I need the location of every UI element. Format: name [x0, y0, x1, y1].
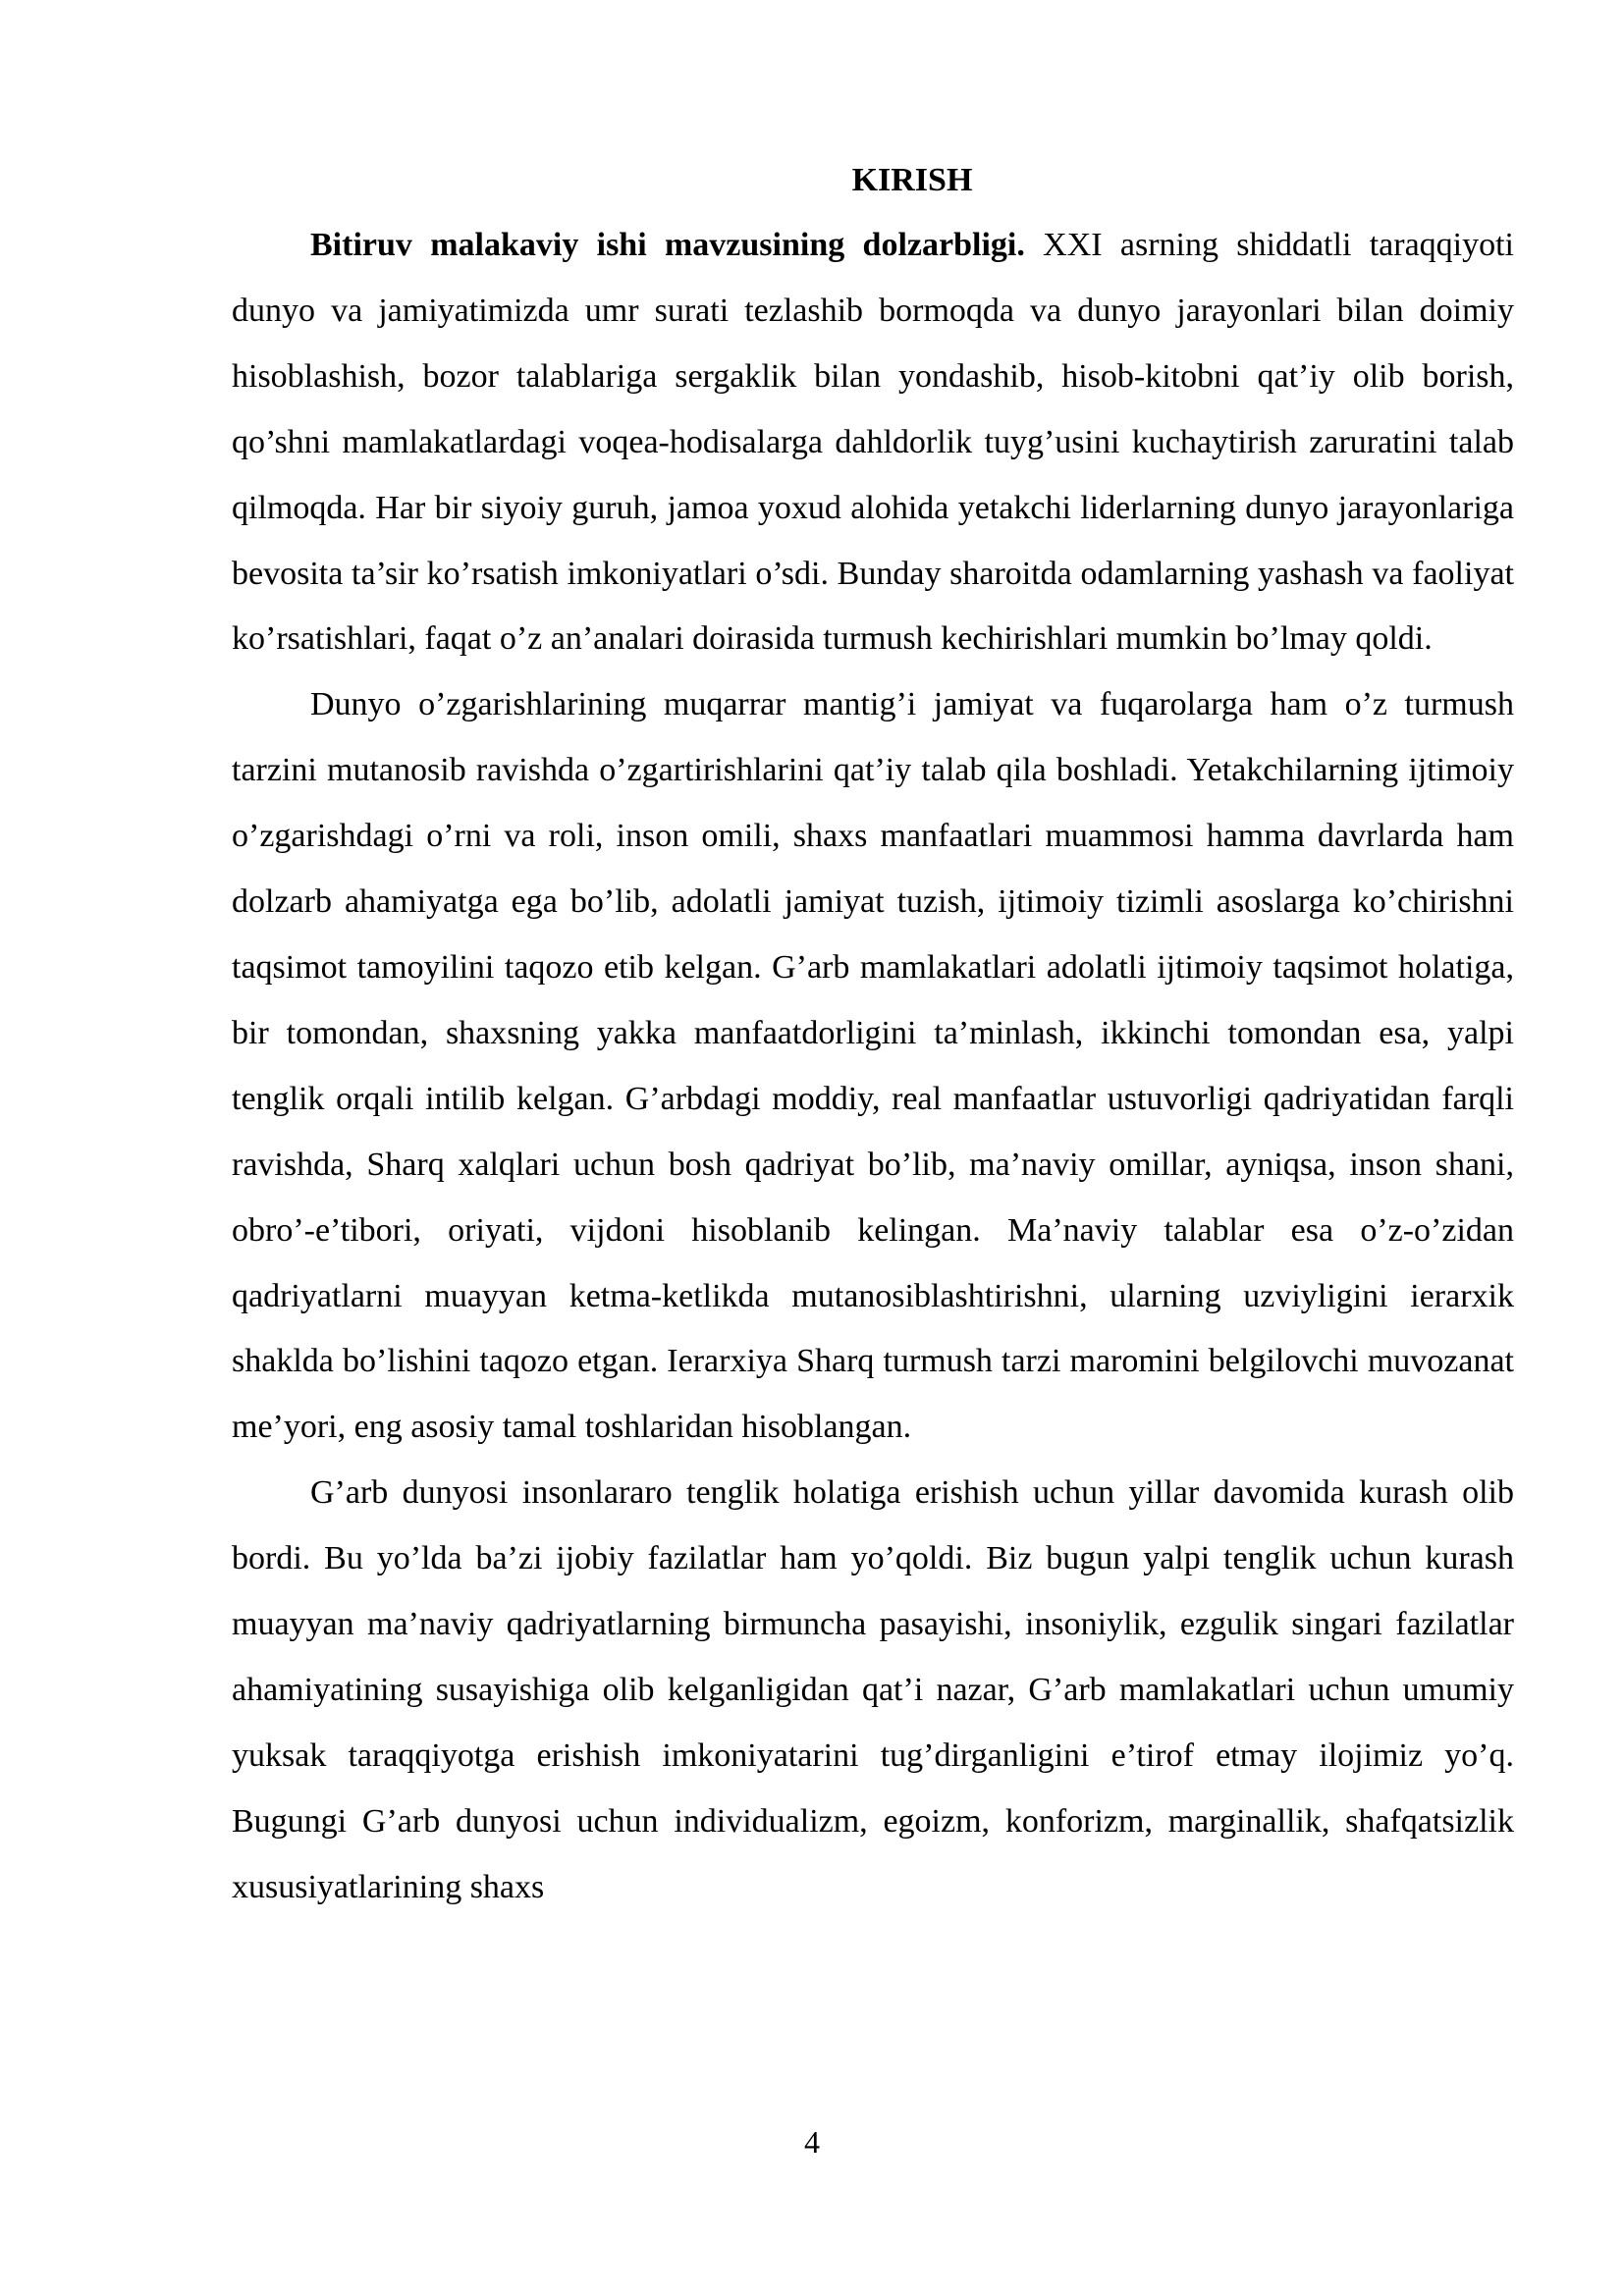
paragraph-3-text: G’arb dunyosi insonlararo tenglik holatiga erishish uchun yillar davomida kurash olib bordi. Bu yo’lda ba’zi ijobiy fazilatlar ham yo’qoldi. Biz bugun yalpi tenglik uchun kurash muayyan ma’naviy qadriyatlarning birmuncha pasayishi, insoniylik, ezgulik singari fazilatlar ahamiyatining susayishiga olib kelganligidan qat’i nazar, G’arb mamlakatlari uchun umumiy yuksak taraqqiyotga erishish imkoniyatarini tug’dirganligini e’tirof etmay ilojimiz yo’q. Bugungi G’arb dunyosi uchun individualizm, egoizm, konforizm, marginallik, shafqatsizlik xususiyatlarining shaxs: [232, 1474, 1514, 1905]
paragraph-2-text: Dunyo o’zgarishlarining muqarrar mantig’i jamiyat va fuqarolarga ham o’z turmush tarzini mutanosib ravishda o’zgartirishlarini qat’iy talab qila boshladi. Yetakchilarning ijtimoiy o’zgarishdagi o’rni va roli, inson omili, shaxs manfaatlari muammosi hamma davrlarda ham dolzarb ahamiyatga ega bo’lib, adolatli jamiyat tuzish, ijtimoiy tizimli asoslarga ko’chirishni taqsimot tamoyilini taqozo etib kelgan. G’arb mamlakatlari adolatli ijtimoiy taqsimot holatiga, bir tomondan, shaxsning yakka manfaatdorligini ta’minlash, ikkinchi tomondan esa, yalpi tenglik orqali intilib kelgan. G’arbdagi moddiy, real manfaatlar ustuvorligi qadriyatidan farqli ravishda, Sharq xalqlari uchun bosh qadriyat bo’lib, ma’naviy omillar, ayniqsa, inson shani, obro’-e’tibori, oriyati, vijdoni hisoblanib kelingan. Ma’naviy talablar esa o’z-o’zidan qadriyatlarni muayyan ketma-ketlikda mutanosiblashtirishni, ularning uzviyligini ierarxik shaklda bo’lishini taqozo etgan. Ierarxiya Sharq turmush tarzi maromini belgilovchi muvozanat me’yori, eng asosiy tamal toshlaridan hisoblangan.: [232, 686, 1514, 1446]
paragraph-1: [232, 213, 1514, 672]
page-number: 4: [804, 2124, 820, 2160]
paragraph-1-text: XXI asrning shiddatli taraqqiyoti dunyo va jamiyatimizda umr surati tezlashib bormoqda va dunyo jarayonlari bilan doimiy hisoblashish, bozor talablariga sergaklik bilan yondashib, hisob-kitobni qat’iy olib borish, qo’shni mamlakatlardagi voqea-hodisalarga dahldorlik tuyg’usini kuchaytirish zaruratini talab qilmoqda. Har bir siyoiy guruh, jamoa yoxud alohida yetakchi liderlarning dunyo jarayonlariga bevosita ta’sir ko’rsatish imkoniyatlari o’sdi. Bunday sharoitda odamlarning yashash va faoliyat ko’rsatishlari, faqat o’z an’analari doirasida turmush kechirishlari mumkin bo’lmay qoldi.: [232, 227, 1514, 658]
document-page: [232, 147, 1514, 1921]
paragraph-3: [232, 1461, 1514, 1920]
paragraph-1-lead: Bitiruv malakaviy ishi mavzusining dolzarbligi.: [310, 227, 1025, 263]
section-heading: KIRISH: [851, 162, 973, 198]
paragraph-2: [232, 672, 1514, 1461]
